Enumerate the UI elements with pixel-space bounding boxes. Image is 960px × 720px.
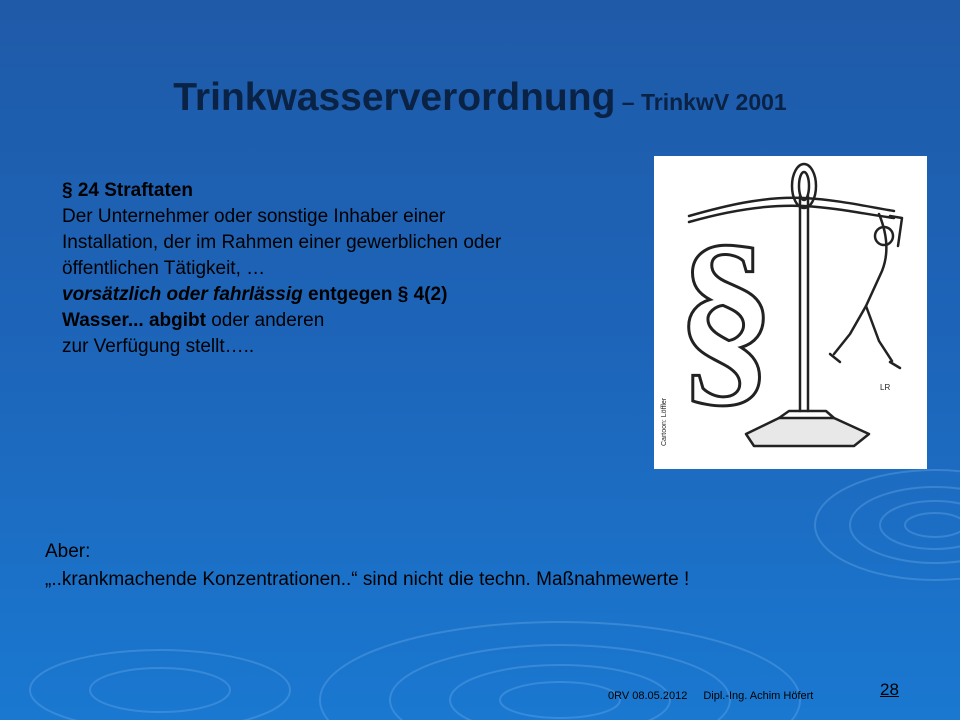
paragraph-line-2: Installation, der im Rahmen einer gewerblichen oder bbox=[62, 232, 502, 253]
paragraph-bold-phrase: Wasser... abgibt bbox=[62, 310, 206, 331]
cartoon-credit: Cartoon: Löffler bbox=[661, 397, 668, 446]
footer-event: 0RV 08.05.2012 bbox=[608, 690, 688, 702]
paragraph-line-5-rest: oder anderen bbox=[205, 310, 325, 331]
paragraph-heading: § 24 Straftaten bbox=[62, 180, 193, 201]
page-number: 28 bbox=[880, 680, 899, 699]
paragraph-reference: entgegen § 4(2) bbox=[302, 284, 448, 305]
paragraph-line-3: öffentlichen Tätigkeit, … bbox=[62, 258, 266, 279]
law-paragraph bbox=[62, 178, 642, 360]
paragraph-line-5 bbox=[62, 308, 642, 334]
note-block bbox=[45, 538, 689, 594]
paragraph-line-6: zur Verfügung stellt….. bbox=[62, 336, 255, 357]
slide-title bbox=[0, 76, 960, 120]
cartoon-drawing bbox=[654, 156, 927, 469]
paragraph-line-4 bbox=[62, 282, 642, 308]
title-main: Trinkwasserverordnung bbox=[173, 76, 616, 119]
paragraph-line-1: Der Unternehmer oder sonstige Inhaber einer bbox=[62, 206, 446, 227]
footer-author: Dipl.-Ing. Achim Höfert bbox=[703, 690, 814, 702]
scales-of-justice-cartoon bbox=[654, 156, 927, 469]
paragraph-emphasis: vorsätzlich oder fahrlässig bbox=[62, 284, 303, 305]
cartoon-signature: LR bbox=[880, 383, 891, 392]
note-label: Aber: bbox=[45, 541, 91, 562]
footer bbox=[608, 690, 829, 702]
title-subtitle: – TrinkwV 2001 bbox=[615, 89, 787, 115]
paragraph-symbol: § bbox=[676, 204, 776, 425]
note-text: „..krankmachende Konzentrationen..“ sind nicht die techn. Maßnahmewerte ! bbox=[45, 569, 690, 590]
